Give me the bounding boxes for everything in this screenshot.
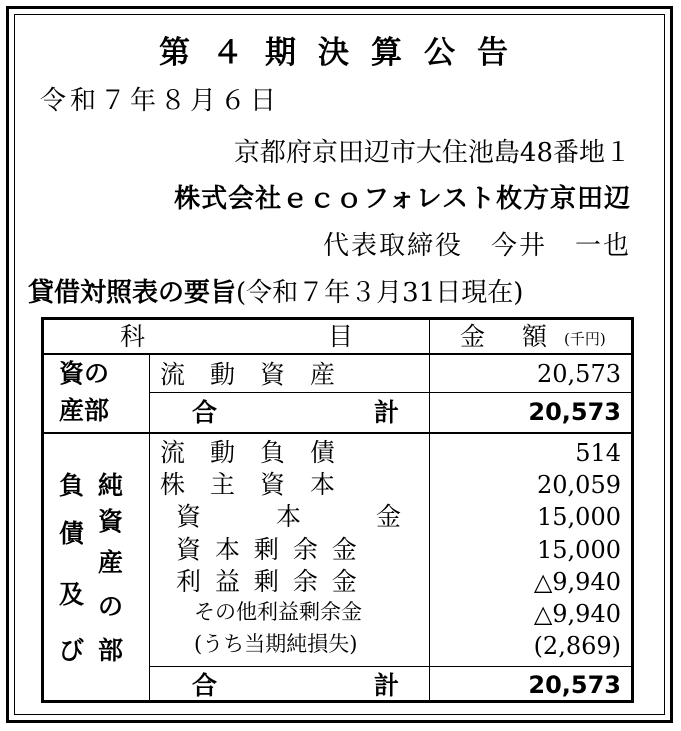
liab-group-c2-4: 部	[98, 636, 124, 665]
net-loss-label: (うち当期純損失)	[194, 632, 358, 656]
assets-total-label-right: 計	[374, 398, 400, 427]
capital-value: 15,000	[537, 503, 621, 531]
notice-title: 第４期決算公告	[159, 35, 530, 71]
header-unit: (千円)	[564, 330, 606, 348]
amount-column-rule	[429, 320, 430, 700]
liab-group-c1-3: び	[59, 636, 85, 665]
shareholders-equity-value: 20,059	[537, 471, 621, 499]
liab-group-c1-2: 及	[59, 580, 85, 609]
subtitle-main: 貸借対照表の要旨	[28, 278, 237, 308]
current-assets-label: 流 動 資 産	[160, 360, 336, 389]
group-column-rule	[149, 355, 150, 700]
section-rule	[44, 432, 631, 434]
assets-total-value: 20,573	[528, 398, 621, 426]
liab-group-c2-0: 純	[98, 471, 124, 500]
liabilities-total-rule	[149, 666, 631, 667]
current-liabilities-label: 流 動 負 債	[160, 438, 336, 467]
current-assets-value: 20,573	[537, 360, 621, 388]
shareholders-equity-label: 株 主 資 本	[160, 470, 336, 499]
liab-group-c2-2: 産	[98, 548, 124, 577]
header-subject-right: 目	[328, 322, 354, 351]
subtitle-period: (令和７年３月31日現在)	[236, 278, 524, 308]
retained-earnings-label: 利 益 剰 余 金	[176, 567, 360, 596]
retained-earnings-value: △9,940	[533, 568, 621, 596]
header-rule	[44, 353, 631, 355]
assets-total-label-left: 合	[192, 398, 218, 427]
liab-group-c2-1: 資	[98, 507, 124, 536]
representative: 代表取締役 今井 一也	[322, 231, 631, 261]
balance-sheet-table	[41, 317, 634, 703]
liab-group-c1-1: 債	[59, 519, 85, 548]
other-retained-earnings-value: △9,940	[533, 600, 621, 628]
header-subject-left: 科	[120, 322, 146, 351]
net-loss-value: (2,869)	[533, 632, 621, 660]
notice-date: 令和７年８月６日	[40, 86, 281, 116]
capital-surplus-label: 資 本 剰 余 金	[176, 535, 360, 564]
assets-group-label-2: 産部	[59, 396, 110, 425]
liabilities-total-label-right: 計	[374, 671, 400, 700]
balance-sheet-subtitle	[28, 280, 523, 306]
company-name: 株式会社ｅｃｏフォレスト枚方京田辺	[174, 184, 631, 214]
capital-label: 資 本 金	[176, 502, 402, 531]
liabilities-total-label-left: 合	[192, 671, 218, 700]
liabilities-total-value: 20,573	[528, 671, 621, 699]
assets-total-rule	[149, 392, 631, 393]
assets-group-label-1: 資の	[59, 359, 110, 388]
current-liabilities-value: 514	[575, 439, 621, 467]
header-amount: 金 額	[460, 322, 554, 351]
liab-group-c2-3: の	[98, 592, 124, 621]
liab-group-c1-0: 負	[59, 471, 85, 500]
capital-surplus-value: 15,000	[537, 536, 621, 564]
other-retained-earnings-label: その他利益剰余金	[194, 600, 362, 624]
company-address: 京都府京田辺市大住池島48番地１	[233, 138, 631, 168]
